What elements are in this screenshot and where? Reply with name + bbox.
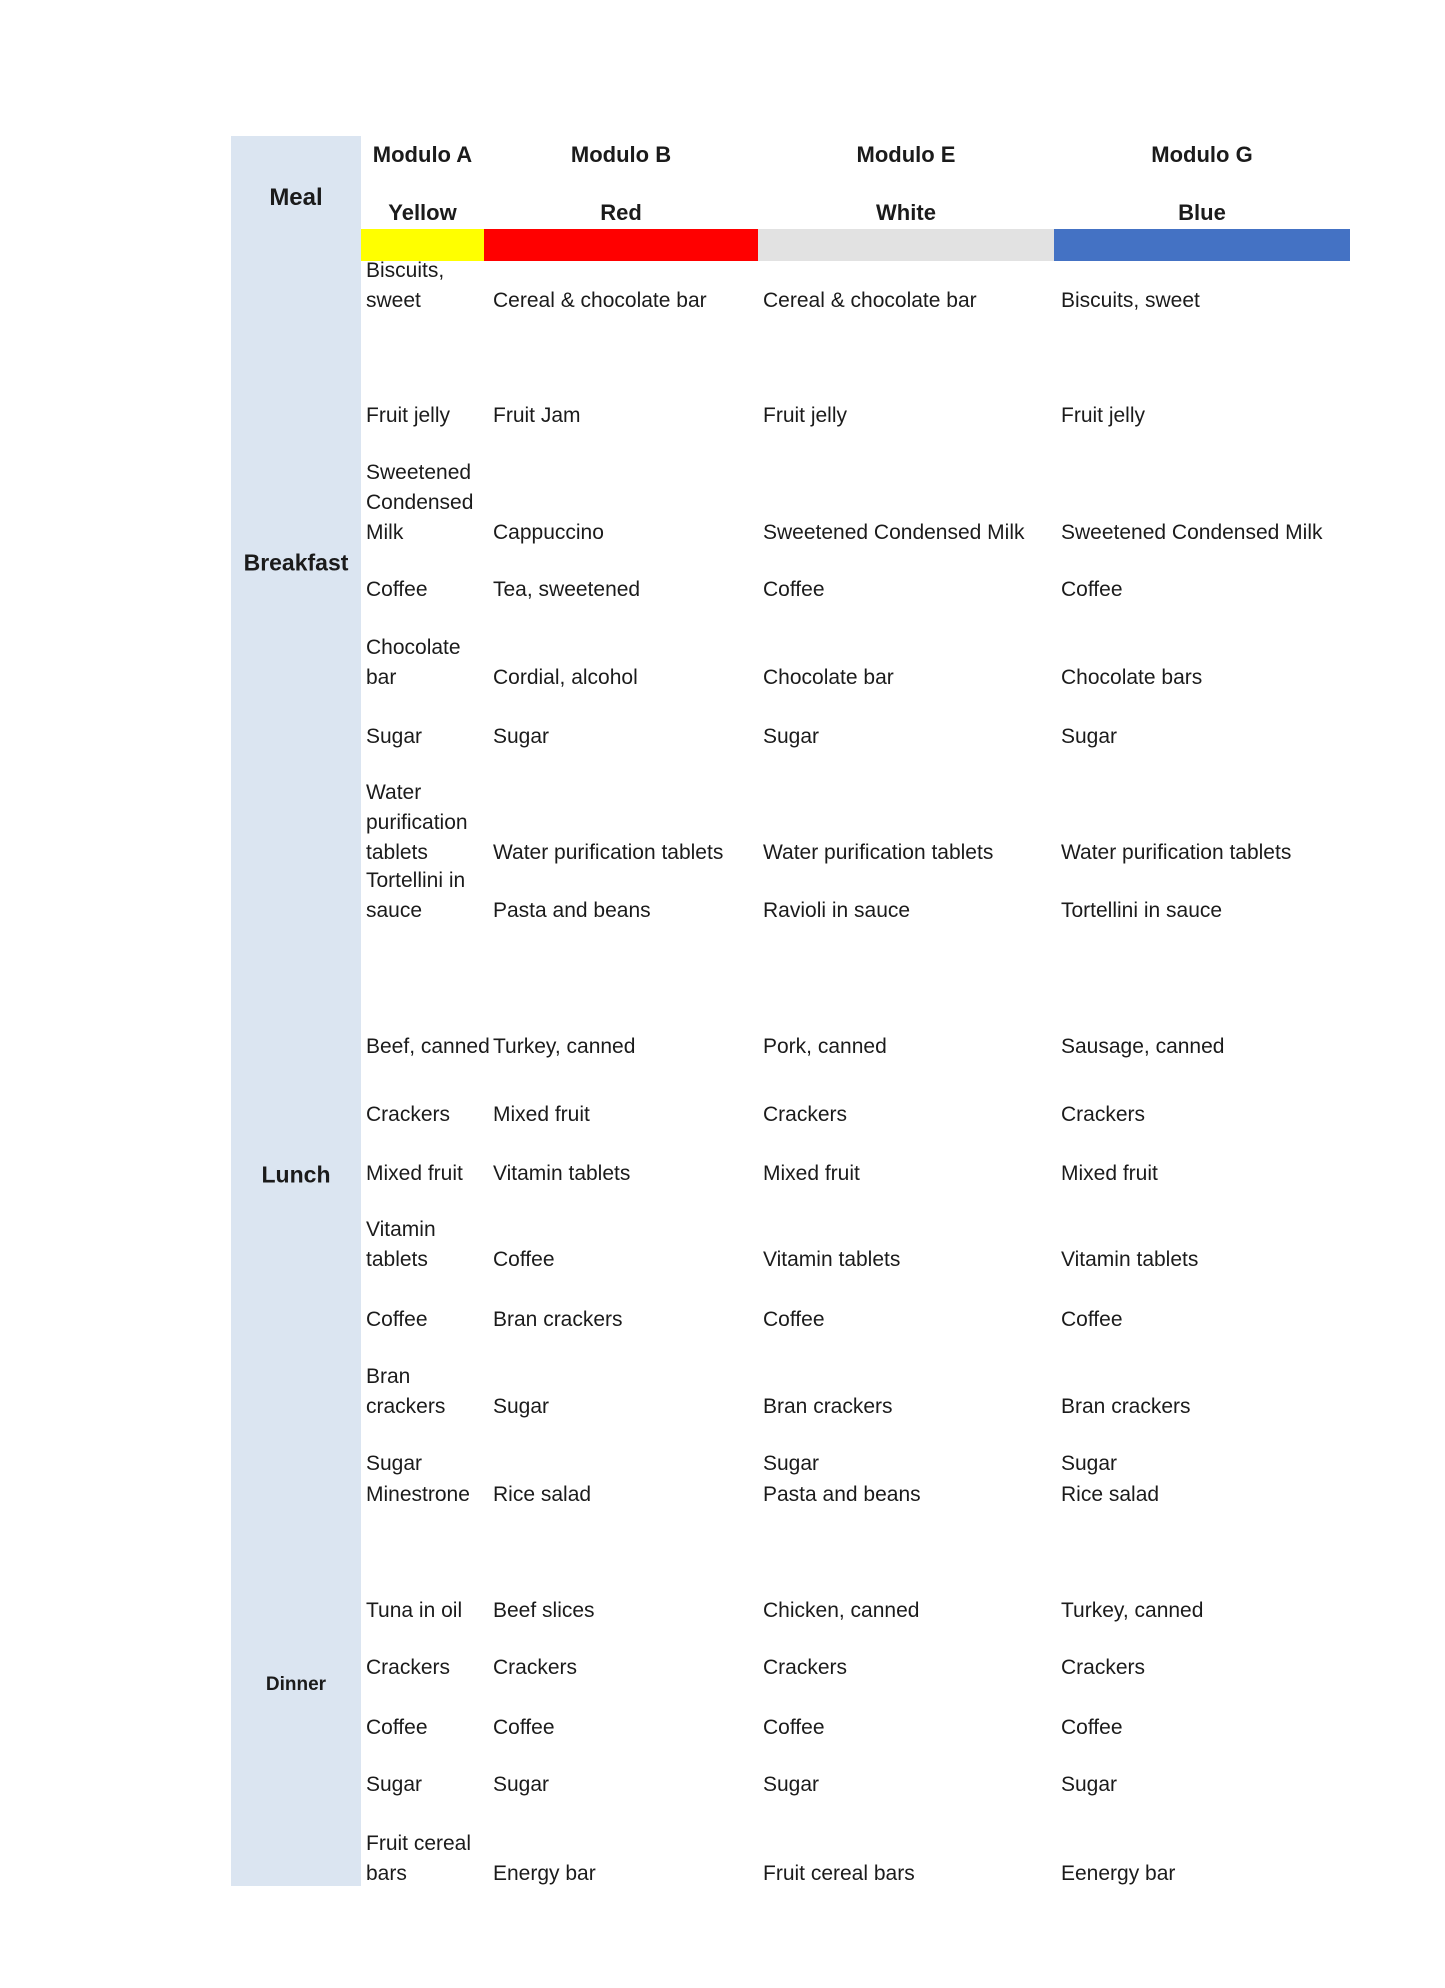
cell: Crackers	[763, 1103, 848, 1126]
cell: Sugar	[493, 1395, 550, 1418]
meal-column-background	[231, 136, 361, 1886]
cell: Coffee	[366, 1716, 428, 1739]
cell: Sugar	[763, 725, 820, 748]
cell: Fruit jelly	[366, 404, 451, 427]
table-row	[366, 1592, 1350, 1626]
cell: Vitamin tablets	[763, 1248, 901, 1271]
cell: Tea, sweetened	[493, 578, 641, 601]
color-name-row	[361, 200, 1350, 226]
color-bar-segment	[484, 229, 758, 261]
cell: Sugar	[763, 1773, 820, 1796]
cell: Sugar	[493, 1773, 550, 1796]
cell: Sweetened Condensed Milk	[763, 521, 1025, 544]
cell: Sweetened Condensed Milk	[366, 461, 474, 544]
module-header: Modulo E	[856, 142, 956, 167]
section-label: Lunch	[261, 1161, 331, 1188]
cell: Sausage, canned	[1061, 1035, 1225, 1058]
cell: Minestrone	[366, 1483, 470, 1506]
cell: Chocolate bar	[366, 636, 461, 689]
cell: Sugar	[1061, 1773, 1118, 1796]
table-row	[366, 1766, 1350, 1800]
cell: Mixed fruit	[1061, 1162, 1158, 1185]
cell: Biscuits, sweet	[366, 259, 445, 312]
module-header: Modulo A	[372, 142, 473, 167]
cell: Coffee	[1061, 1308, 1123, 1331]
cell: Sugar	[366, 1452, 423, 1475]
cell: Mixed fruit	[493, 1103, 590, 1126]
cell: Beef, canned	[366, 1035, 490, 1058]
table-row	[366, 718, 1350, 752]
cell: Sugar	[763, 1452, 820, 1475]
cell: Chocolate bars	[1061, 666, 1203, 689]
table-row	[366, 1365, 1350, 1422]
color-name-label: White	[876, 200, 936, 225]
cell: Coffee	[493, 1716, 555, 1739]
cell: Crackers	[493, 1656, 578, 1679]
cell: Cereal & chocolate bar	[763, 289, 977, 312]
cell: Eenergy bar	[1061, 1862, 1176, 1885]
meal-column-header: Meal	[269, 184, 323, 211]
table-row	[366, 869, 1350, 926]
cell: Mixed fruit	[763, 1162, 860, 1185]
cell: Sugar	[366, 1773, 423, 1796]
color-bar-segment	[1054, 229, 1350, 261]
cell: Fruit jelly	[763, 404, 848, 427]
table-row	[366, 1096, 1350, 1130]
cell: Water purification tablets	[366, 781, 468, 864]
color-bar-segment	[758, 229, 1054, 261]
cell: Coffee	[763, 1308, 825, 1331]
cell: Sugar	[493, 725, 550, 748]
table-row	[366, 1218, 1350, 1275]
cell: Fruit cereal bars	[763, 1862, 915, 1885]
cell: Cordial, alcohol	[493, 666, 638, 689]
cell: Water purification tablets	[1061, 841, 1292, 864]
cell: Coffee	[493, 1248, 555, 1271]
cell: Beef slices	[493, 1599, 595, 1622]
cell: Tuna in oil	[366, 1599, 463, 1622]
cell: Vitamin tablets	[366, 1218, 436, 1271]
cell: Tortellini in sauce	[1061, 899, 1223, 922]
cell: Ravioli in sauce	[763, 899, 911, 922]
cell: Sugar	[1061, 725, 1118, 748]
cell: Rice salad	[1061, 1483, 1160, 1506]
cell: Crackers	[1061, 1103, 1146, 1126]
cell: Water purification tablets	[763, 841, 994, 864]
table-row	[366, 1709, 1350, 1743]
cell: Pasta and beans	[763, 1483, 921, 1506]
table-row	[366, 1028, 1350, 1062]
cell: Turkey, canned	[1061, 1599, 1204, 1622]
cell: Vitamin tablets	[493, 1162, 631, 1185]
cell: Coffee	[1061, 578, 1123, 601]
cell: Rice salad	[493, 1483, 592, 1506]
cell: Mixed fruit	[366, 1162, 463, 1185]
cell: Bran crackers	[1061, 1395, 1191, 1418]
table-row	[366, 397, 1350, 431]
cell: Cappuccino	[493, 521, 604, 544]
color-name-label: Blue	[1178, 200, 1226, 225]
cell: Water purification tablets	[493, 841, 724, 864]
cell: Biscuits, sweet	[1061, 289, 1200, 312]
table-row	[366, 1649, 1350, 1683]
cell: Bran crackers	[763, 1395, 893, 1418]
cell: Cereal & chocolate bar	[493, 289, 707, 312]
table-row	[366, 461, 1350, 548]
cell: Fruit Jam	[493, 404, 581, 427]
color-name-label: Yellow	[388, 200, 457, 225]
cell: Turkey, canned	[493, 1035, 636, 1058]
table-row	[366, 1155, 1350, 1189]
color-name-label: Red	[600, 200, 642, 225]
cell: Coffee	[366, 1308, 428, 1331]
table-row	[366, 1832, 1350, 1889]
section-label: Breakfast	[243, 549, 349, 576]
table-row	[366, 1445, 1350, 1479]
table-row	[366, 259, 1350, 316]
cell: Vitamin tablets	[1061, 1248, 1199, 1271]
cell: Crackers	[366, 1656, 451, 1679]
section-label: Dinner	[265, 1674, 327, 1695]
cell: Sugar	[1061, 1452, 1118, 1475]
cell: Pork, canned	[763, 1035, 887, 1058]
cell: Chocolate bar	[763, 666, 894, 689]
color-bar	[361, 229, 1350, 261]
cell: Chicken, canned	[763, 1599, 920, 1622]
table-row	[366, 636, 1350, 693]
table-row	[366, 781, 1350, 868]
cell: Coffee	[366, 578, 428, 601]
cell: Sweetened Condensed Milk	[1061, 521, 1323, 544]
cell: Coffee	[763, 578, 825, 601]
cell: Crackers	[763, 1656, 848, 1679]
table-row	[366, 1476, 1350, 1510]
table-row	[366, 1301, 1350, 1335]
cell: Pasta and beans	[493, 899, 651, 922]
cell: Tortellini in sauce	[366, 869, 466, 922]
cell: Crackers	[1061, 1656, 1146, 1679]
module-header: Modulo G	[1151, 142, 1253, 167]
cell: Bran crackers	[366, 1365, 446, 1418]
cell: Sugar	[366, 725, 423, 748]
table-row	[366, 571, 1350, 605]
cell: Energy bar	[493, 1862, 596, 1885]
cell: Coffee	[763, 1716, 825, 1739]
cell: Crackers	[366, 1103, 451, 1126]
cell: Fruit jelly	[1061, 404, 1146, 427]
module-header: Modulo B	[570, 142, 672, 167]
cell: Coffee	[1061, 1716, 1123, 1739]
cell: Fruit cereal bars	[366, 1832, 472, 1885]
cell: Bran crackers	[493, 1308, 623, 1331]
module-header-row	[361, 142, 1350, 168]
